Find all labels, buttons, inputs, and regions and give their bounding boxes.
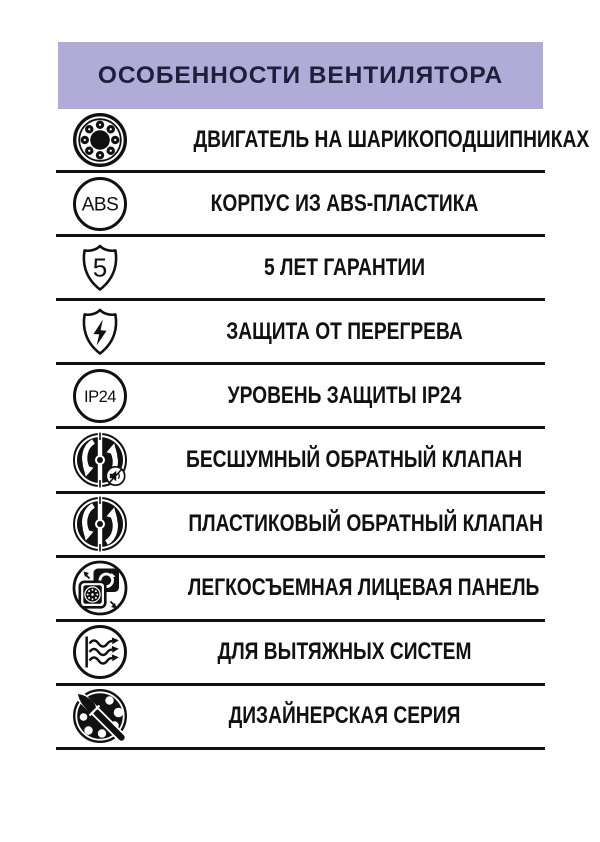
warranty-shield-icon: [72, 240, 128, 296]
feature-label: 5 ЛЕТ ГАРАНТИИ: [263, 253, 426, 281]
feature-label: БЕСШУМНЫЙ ОБРАТНЫЙ КЛАПАН: [186, 446, 523, 474]
header-banner: [58, 42, 543, 109]
feature-row-designer-series: [56, 686, 545, 750]
icon-cell: [56, 368, 144, 424]
designer-series-icon: [72, 688, 128, 744]
feature-row-exhaust-systems: [56, 622, 545, 686]
warranty-years-text: 5: [92, 252, 108, 283]
icon-cell: [56, 496, 144, 552]
feature-label: УРОВЕНЬ ЗАЩИТЫ IP24: [227, 381, 462, 409]
feature-row-abs-plastic: [56, 173, 545, 237]
icon-cell: [56, 688, 144, 744]
feature-row-plastic-valve: [56, 494, 545, 558]
feature-label: ЗАЩИТА ОТ ПЕРЕГРЕВА: [226, 317, 463, 345]
abs-plastic-icon: [72, 176, 128, 232]
icon-cell: [56, 240, 144, 296]
feature-row-ip24: [56, 365, 545, 429]
plastic-check-valve-icon: [72, 496, 128, 552]
ball-bearing-icon: [72, 112, 128, 168]
feature-label: ПЛАСТИКОВЫЙ ОБРАТНЫЙ КЛАПАН: [188, 510, 543, 538]
icon-cell: [56, 560, 144, 616]
feature-label: КОРПУС ИЗ ABS-ПЛАСТИКА: [210, 189, 479, 217]
overheat-protection-icon: [72, 304, 128, 360]
feature-row-removable-panel: [56, 558, 545, 622]
feature-label: ДВИГАТЕЛЬ НА ШАРИКОПОДШИПНИКАХ: [193, 125, 590, 153]
features-list: [56, 109, 590, 750]
icon-cell: [56, 112, 144, 168]
ip24-rating-icon: [72, 368, 128, 424]
exhaust-system-icon: [72, 624, 128, 680]
feature-row-warranty: [56, 237, 545, 301]
ip24-icon-text: IP24: [84, 387, 116, 406]
removable-front-panel-icon: [72, 560, 128, 616]
feature-label: ДЛЯ ВЫТЯЖНЫХ СИСТЕМ: [217, 638, 472, 666]
icon-cell: [56, 176, 144, 232]
icon-cell: [56, 304, 144, 360]
mute-speaker-badge: [106, 467, 124, 485]
feature-row-ball-bearings: [56, 109, 590, 173]
feature-row-overheat-protection: [56, 301, 545, 365]
abs-icon-text: ABS: [81, 194, 119, 216]
feature-row-silent-valve: [56, 429, 545, 493]
silent-check-valve-icon: [72, 432, 128, 488]
icon-cell: [56, 624, 144, 680]
page-title: ОСОБЕННОСТИ ВЕНТИЛЯТОРА: [97, 61, 504, 89]
fan-features-infographic: [0, 42, 600, 842]
feature-label: ЛЕГКОСЪЕМНАЯ ЛИЦЕВАЯ ПАНЕЛЬ: [187, 574, 540, 602]
icon-cell: [56, 432, 144, 488]
feature-label: ДИЗАЙНЕРСКАЯ СЕРИЯ: [228, 702, 461, 730]
